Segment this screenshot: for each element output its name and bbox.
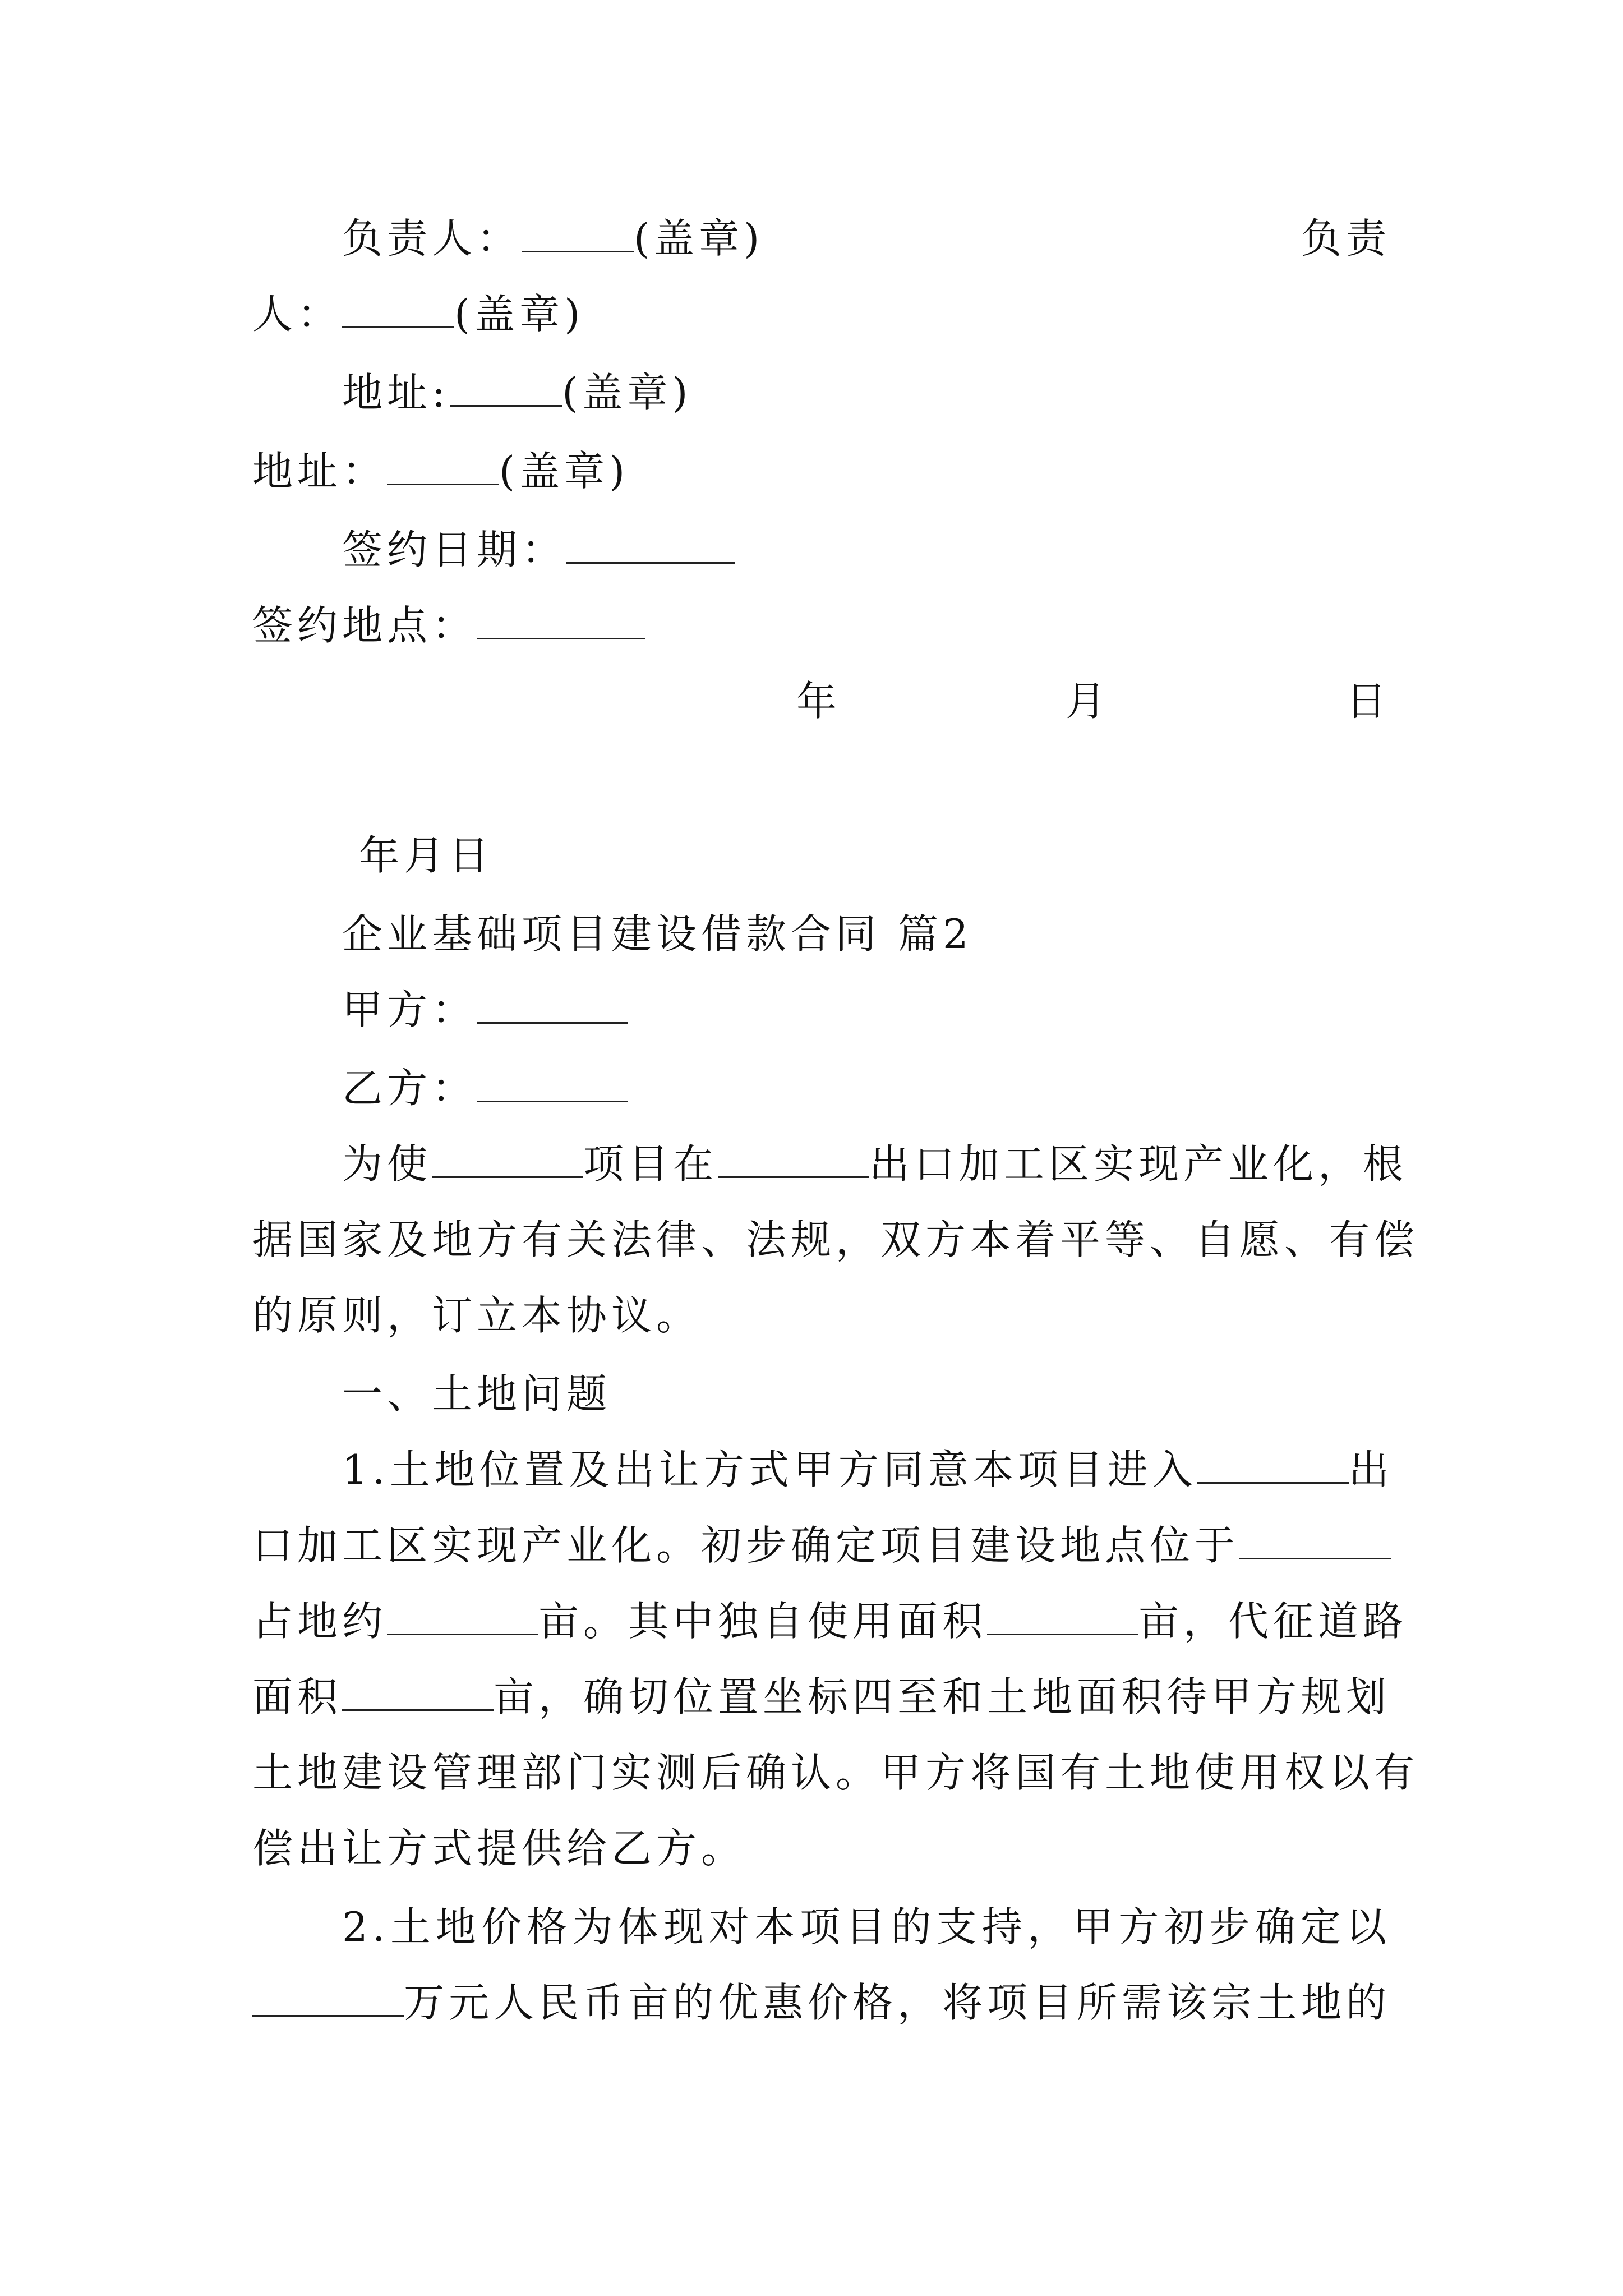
blank-field [450,366,562,407]
blank-field [432,1137,583,1178]
date-month: 月 [1066,678,1106,725]
blank-field [1239,1519,1391,1559]
party-b-line [252,1060,1391,1116]
party-a-label: 甲方： [342,986,477,1033]
signature-line-1 [252,210,1391,266]
p1-line-1 [252,1442,1394,1498]
blank-field [522,211,634,252]
responsible-label-b-prefix: 负责 [1301,215,1391,262]
p2-line-1 [252,1899,1391,1955]
blank-field [387,1594,538,1635]
blank-field [1197,1443,1349,1484]
responsible-label-a: 负责人： [342,215,522,262]
p2-text: 万元人民币亩的优惠价格，将项目所需该宗土地的 [404,1979,1391,2026]
p2-text: 2.土地价格为体现对本项目的支持，甲方初步确定以 [342,1903,1391,1950]
intro-text: 项目在 [583,1140,718,1188]
date-year: 年 [796,678,837,725]
seal-label: (盖章) [454,291,585,338]
p1-text: 占地约 [252,1598,388,1645]
address-line-a [252,365,1391,421]
sign-place-label: 签约地点： [252,602,477,649]
contract-title: 企业基础项目建设借款合同 篇2 [342,910,973,958]
compact-date: 年月日 [359,832,494,879]
address-label-b: 地址： [252,448,388,495]
blank-field [252,1976,404,2017]
party-b-label: 乙方： [342,1065,477,1112]
section-heading: 一、土地问题 [342,1370,612,1418]
p1-line-5: 土地建设管理部门实测后确认。甲方将国有土地使用权以有 [252,1749,1419,1796]
p1-line-6: 偿出让方式提供给乙方。 [252,1825,746,1872]
intro-text: 出口加工区实现产业化，根 [869,1140,1408,1188]
p1-line-4 [252,1669,1391,1725]
p1-line-3 [252,1593,1408,1649]
blank-field [477,1061,628,1102]
p2-line-2 [252,1975,1391,2031]
blank-field [477,599,645,639]
date-day: 日 [1346,678,1387,725]
p1-text: 出 [1348,1446,1394,1493]
sign-date-line [252,522,1391,578]
p1-text: 亩，确切位置坐标四至和土地面积待甲方规划 [494,1673,1391,1720]
p1-text: 亩。其中独自使用面积 [538,1598,988,1645]
blank-field [342,287,454,328]
blank-field [718,1137,869,1178]
seal-label: (盖章) [634,215,764,262]
intro-line-1 [252,1136,1408,1192]
sign-date-label: 签约日期： [342,526,567,573]
blank-field [342,1670,494,1711]
party-a-line [252,982,1391,1038]
blank-field [987,1594,1138,1635]
blank-field [387,444,499,485]
intro-text: 为使 [342,1140,432,1188]
signature-line-2 [252,286,1391,342]
intro-line-2: 据国家及地方有关法律、法规，双方本着平等、自愿、有偿 [252,1216,1419,1263]
intro-line-3: 的原则，订立本协议。 [252,1292,702,1339]
p1-line-2 [252,1517,1391,1573]
p1-text: 面积 [252,1673,343,1720]
address-line-b [252,443,1391,499]
blank-field [477,983,628,1024]
p1-text: 1.土地位置及出让方式甲方同意本项目进入 [342,1446,1197,1493]
seal-label: (盖章) [499,448,630,495]
address-label-a: 地址: [342,369,450,416]
blank-field [566,523,735,564]
sign-place-line [252,597,1391,654]
seal-label: (盖章) [562,369,693,416]
p1-text: 口加工区实现产业化。初步确定项目建设地点位于 [252,1522,1240,1569]
responsible-label-b-cont: 人： [252,291,343,338]
p1-text: 亩，代征道路 [1138,1598,1408,1645]
